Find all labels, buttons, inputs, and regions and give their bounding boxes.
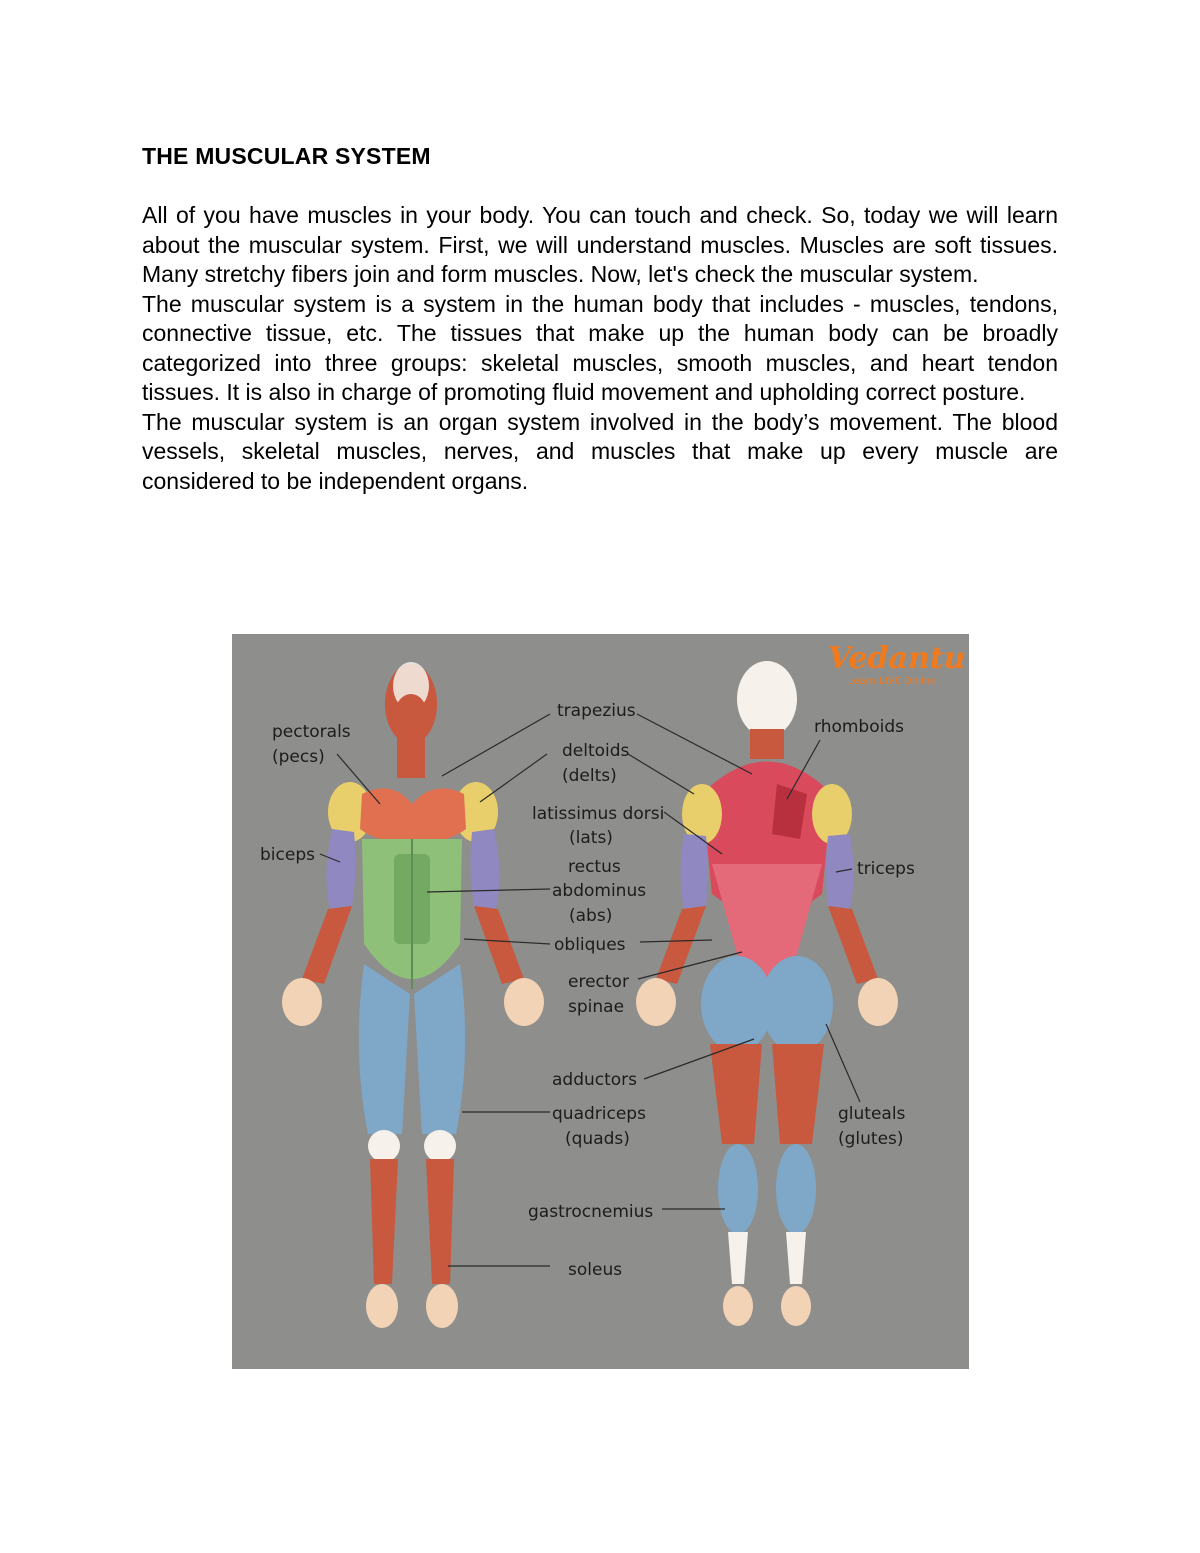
logo-tagline: Learn LIVE Online <box>848 676 937 687</box>
label-delts: (delts) <box>562 766 617 786</box>
label-obliques: obliques <box>554 935 626 955</box>
front-forearm-left <box>302 906 352 984</box>
back-hamstring-left <box>710 1044 762 1144</box>
label-pectorals: pectorals <box>272 722 351 742</box>
back-body <box>636 661 898 1326</box>
leader-trapezius-front <box>442 714 550 776</box>
logo-brand: Vedantu <box>828 641 966 676</box>
label-glutes: (glutes) <box>838 1129 904 1149</box>
back-achilles-left <box>728 1232 748 1284</box>
label-rhomboids: rhomboids <box>814 717 904 737</box>
front-hand-right <box>504 978 544 1026</box>
back-achilles-right <box>786 1232 806 1284</box>
back-hand-left <box>636 978 676 1026</box>
label-trapezius: trapezius <box>557 701 636 721</box>
front-forearm-right <box>474 906 524 984</box>
front-knee-right <box>424 1130 456 1162</box>
front-shin-left <box>370 1159 398 1284</box>
front-neck <box>397 738 425 778</box>
label-latissimus: latissimus dorsi <box>532 804 665 824</box>
back-tricep-left <box>681 834 709 909</box>
label-abdominus: abdominus <box>552 881 647 901</box>
diagram-svg <box>232 634 969 1369</box>
back-calf-right <box>776 1144 816 1234</box>
back-neck <box>750 729 784 759</box>
label-triceps: triceps <box>857 859 915 879</box>
leader-deltoids-back <box>628 754 694 794</box>
back-forearm-right <box>828 906 878 984</box>
paragraph-intro: All of you have muscles in your body. You can touch and check. So, today we will learn about the muscular system. First, we will understand muscles. Muscles are soft tissues. Many stretchy fibers join and form muscles. Now, let's check the muscular system. <box>142 202 1058 287</box>
front-shin-right <box>426 1159 454 1284</box>
back-foot-right <box>781 1286 811 1326</box>
front-thigh-right <box>414 964 465 1134</box>
label-gastrocnemius: gastrocnemius <box>528 1202 654 1222</box>
muscular-system-diagram <box>232 634 969 1369</box>
leader-gluteals <box>826 1024 860 1102</box>
label-deltoids: deltoids <box>562 741 630 761</box>
front-bicep-right <box>470 829 499 909</box>
label-adductors: adductors <box>552 1070 638 1090</box>
front-face <box>395 694 427 734</box>
front-pectoral-left <box>360 788 412 841</box>
back-glute-right <box>761 956 833 1052</box>
label-pecs: (pecs) <box>272 747 325 767</box>
page-title: THE MUSCULAR SYSTEM <box>142 143 431 169</box>
label-erector: erector <box>568 972 629 992</box>
front-knee-left <box>368 1130 400 1162</box>
label-abs: (abs) <box>569 906 613 926</box>
back-head <box>737 661 797 737</box>
body-text <box>142 201 1058 496</box>
leader-deltoids-front <box>480 754 547 802</box>
back-hamstring-right <box>772 1044 824 1144</box>
back-calf-left <box>718 1144 758 1234</box>
front-hand-left <box>282 978 322 1026</box>
back-foot-left <box>723 1286 753 1326</box>
front-bicep-left <box>326 829 355 909</box>
label-spinae: spinae <box>568 997 625 1017</box>
label-quadriceps: quadriceps <box>552 1104 646 1124</box>
leader-trapezius-back <box>637 714 752 774</box>
paragraph-organ-system: The muscular system is an organ system involved in the body’s movement. The blood vessels, skeletal muscles, nerves, and muscles that make up every muscle are considered to be independent organs. <box>142 408 1058 494</box>
paragraph-definition: The muscular system is a system in the human body that includes - muscles, tendons, connective tissue, etc. The tissues that make up the human body can be broadly categorized into three groups: skeletal muscles, smooth muscles, and heart tendon tissues. It is also in charge of promoting fluid movement and upholding correct posture. <box>142 290 1058 405</box>
front-foot-left <box>366 1284 398 1328</box>
vedantu-logo <box>828 641 966 687</box>
label-biceps: biceps <box>260 845 315 865</box>
front-foot-right <box>426 1284 458 1328</box>
label-gluteals: gluteals <box>838 1104 906 1124</box>
label-lats: (lats) <box>569 828 613 848</box>
back-hand-right <box>858 978 898 1026</box>
label-soleus: soleus <box>568 1260 623 1280</box>
label-rectus: rectus <box>568 857 621 877</box>
front-pectoral-right <box>412 788 466 841</box>
front-thigh-left <box>359 964 410 1134</box>
label-quads: (quads) <box>565 1129 630 1149</box>
